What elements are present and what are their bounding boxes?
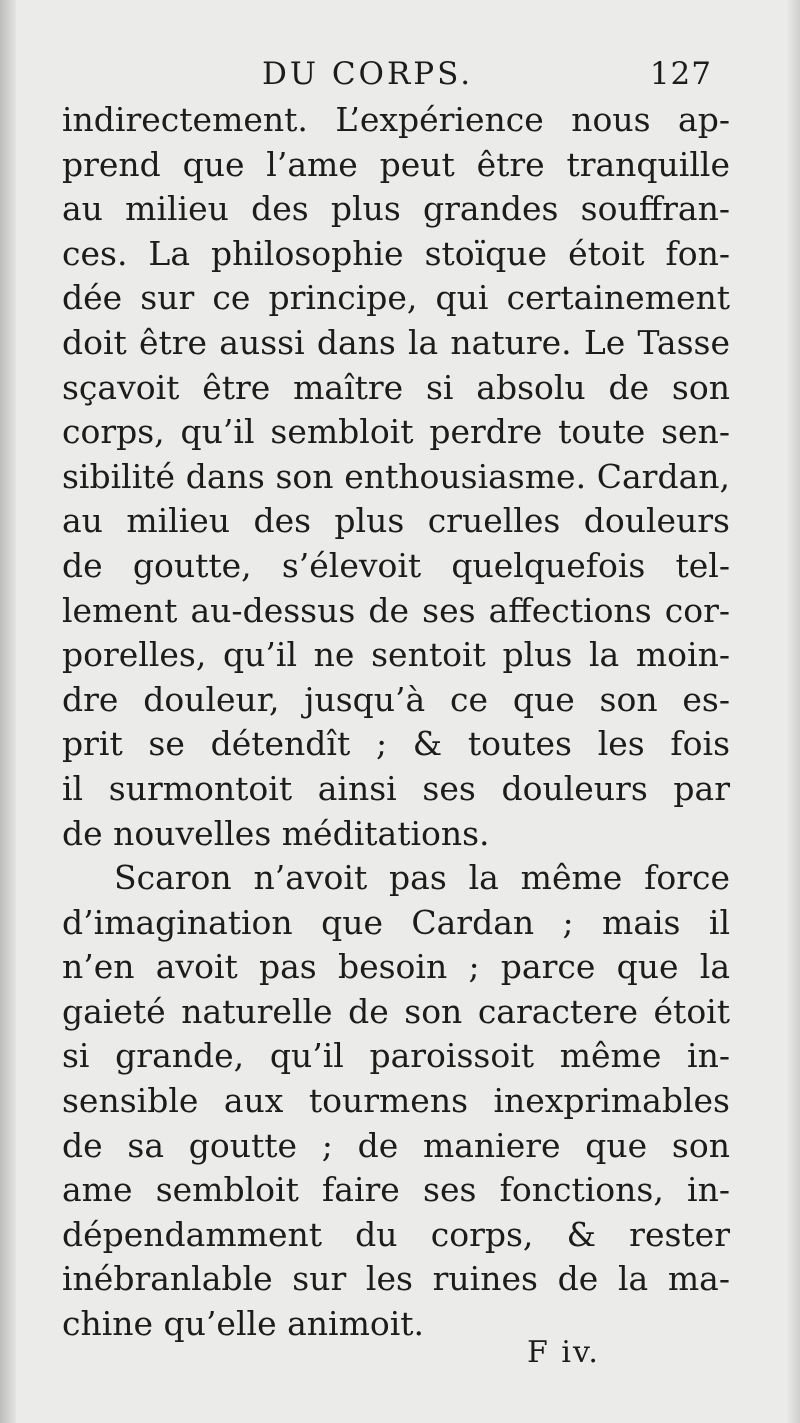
text-line: ame sembloit faire ses fonctions, in-: [62, 1170, 730, 1210]
text-line: inébranlable sur les ruines de la ma-: [62, 1259, 730, 1299]
text-line: Scaron n’avoit pas la même force: [114, 858, 730, 898]
text-line: porelles, qu’il ne sentoit plus la moin-: [62, 635, 730, 675]
text-line: lement au-dessus de ses affections cor-: [62, 590, 730, 630]
text-line: il surmontoit ainsi ses douleurs par: [62, 768, 730, 808]
text-line: au milieu des plus grandes souffran-: [62, 189, 730, 229]
text-line: prit se détendît ; & toutes les fois: [62, 724, 730, 764]
text-line: corps, qu’il sembloit perdre toute sen-: [62, 412, 730, 452]
text-line: n’en avoit pas besoin ; parce que la: [62, 947, 730, 987]
text-line: doit être aussi dans la nature. Le Tasse: [62, 322, 730, 362]
text-line: sçavoit être maître si absolu de son: [62, 367, 730, 407]
signature-mark: F iv.: [527, 1335, 600, 1370]
text-line: de sa goutte ; de maniere que son: [62, 1125, 730, 1165]
text-line: gaieté naturelle de son caractere étoit: [62, 991, 730, 1031]
text-line: dépendamment du corps, & rester: [62, 1214, 730, 1254]
text-line: chine qu’elle animoit.: [62, 1304, 425, 1344]
text-line: indirectement. L’expérience nous ap-: [62, 100, 730, 139]
page-edge-shadow: [786, 0, 800, 1423]
running-title: DU CORPS.: [262, 56, 474, 92]
text-line: prend que l’ame peut être tranquille: [62, 144, 730, 184]
text-line: dée sur ce principe, qui certainement: [62, 278, 730, 318]
page-gutter-shadow: [0, 0, 16, 1423]
text-line: sibilité dans son enthousiasme. Cardan,: [62, 456, 730, 496]
text-line: sensible aux tourmens inexprimables: [62, 1081, 730, 1121]
text-line: ces. La philosophie stoïque étoit fon-: [62, 233, 730, 273]
page-header: [60, 56, 720, 96]
paragraph-1: [62, 98, 730, 856]
text-line: de nouvelles méditations.: [62, 813, 490, 853]
text-line: de goutte, s’élevoit quelquefois tel-: [62, 545, 730, 585]
body-text: [62, 98, 730, 1347]
text-line: au milieu des plus cruelles douleurs: [62, 501, 730, 541]
page-number: 127: [649, 56, 712, 92]
text-line: si grande, qu’il paroissoit même in-: [62, 1036, 730, 1076]
text-line: dre douleur, jusqu’à ce que son es-: [62, 679, 730, 719]
paragraph-2: [62, 856, 730, 1347]
text-line: d’imagination que Cardan ; mais il: [62, 902, 730, 942]
